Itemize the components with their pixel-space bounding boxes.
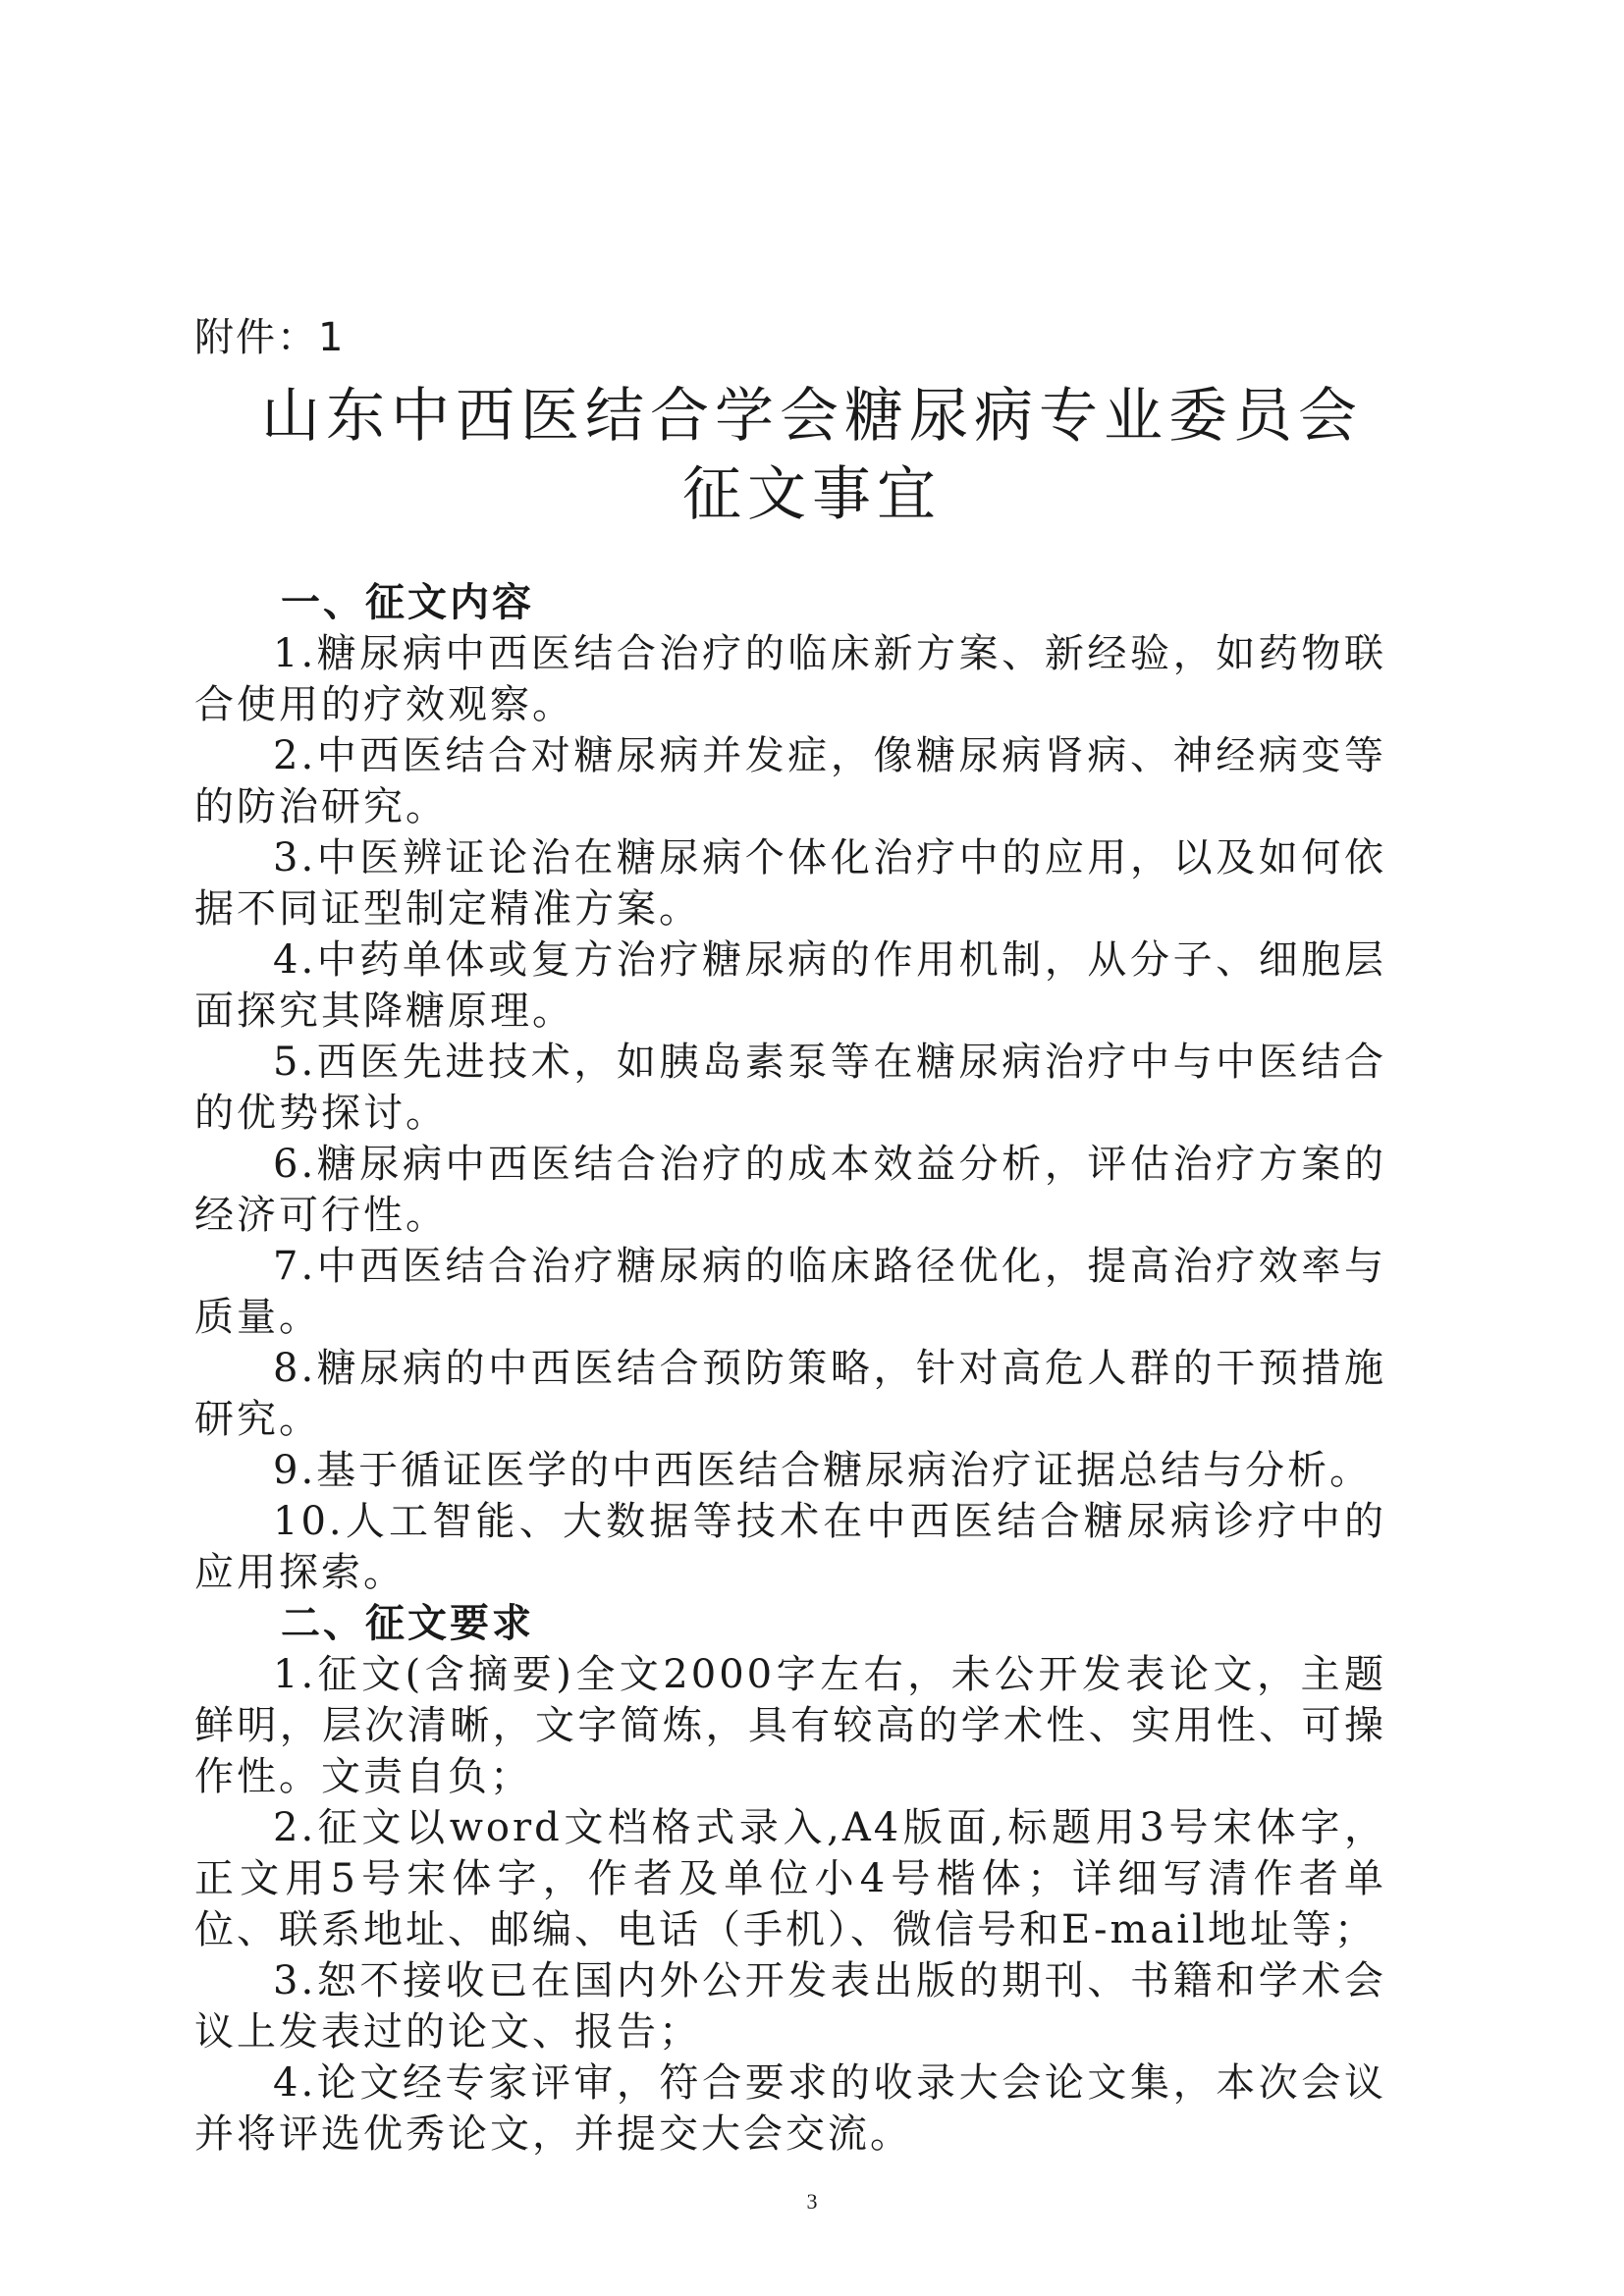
section2-item-1: 1.征文(含摘要)全文2000字左右，未公开发表论文，主题鲜明，层次清晰，文字简炼，具有较高的学术性、实用性、可操作性。文责自负； bbox=[194, 1652, 1386, 1799]
page-number: 3 bbox=[806, 2189, 818, 2214]
attachment-label: 附件：1 bbox=[194, 315, 346, 360]
section1-item-9: 9.基于循证医学的中西医结合糖尿病治疗证据总结与分析。 bbox=[273, 1448, 1373, 1493]
section2-item-2: 2.征文以word文档格式录入,A4版面,标题用3号宋体字，正文用5号宋体字，作者及单位小4号楷体；详细写清作者单位、联系地址、邮编、电话（手机）、微信号和E-mail地址等； bbox=[194, 1805, 1386, 1952]
document-title-line1: 山东中西医结合学会糖尿病专业委员会 bbox=[261, 382, 1363, 451]
section1-heading: 一、征文内容 bbox=[281, 580, 534, 625]
section2-item-4: 4.论文经专家评审，符合要求的收录大会论文集，本次会议并将评选优秀论文，并提交大会交流。 bbox=[194, 2060, 1386, 2157]
section1-item-2: 2.中西医结合对糖尿病并发症，像糖尿病肾病、神经病变等的防治研究。 bbox=[194, 733, 1386, 829]
section1-item-6: 6.糖尿病中西医结合治疗的成本效益分析，评估治疗方案的经济可行性。 bbox=[194, 1142, 1386, 1238]
section1-item-8: 8.糖尿病的中西医结合预防策略，针对高危人群的干预措施研究。 bbox=[194, 1346, 1386, 1442]
section1-item-3: 3.中医辨证论治在糖尿病个体化治疗中的应用，以及如何依据不同证型制定精准方案。 bbox=[194, 835, 1386, 932]
section2-item-3: 3.恕不接收已在国内外公开发表出版的期刊、书籍和学术会议上发表过的论文、报告； bbox=[194, 1958, 1386, 2055]
section1-item-1: 1.糖尿病中西医结合治疗的临床新方案、新经验，如药物联合使用的疗效观察。 bbox=[194, 631, 1386, 727]
section2-heading: 二、征文要求 bbox=[281, 1601, 534, 1646]
section1-item-4: 4.中药单体或复方治疗糖尿病的作用机制，从分子、细胞层面探究其降糖原理。 bbox=[194, 937, 1386, 1034]
section1-item-10: 10.人工智能、大数据等技术在中西医结合糖尿病诊疗中的应用探索。 bbox=[194, 1499, 1386, 1595]
section1-item-5: 5.西医先进技术，如胰岛素泵等在糖尿病治疗中与中医结合的优势探讨。 bbox=[194, 1040, 1386, 1136]
document-title-line2: 征文事宜 bbox=[682, 460, 942, 529]
section1-item-7: 7.中西医结合治疗糖尿病的临床路径优化，提高治疗效率与质量。 bbox=[194, 1244, 1386, 1340]
document-body bbox=[194, 577, 1386, 2160]
